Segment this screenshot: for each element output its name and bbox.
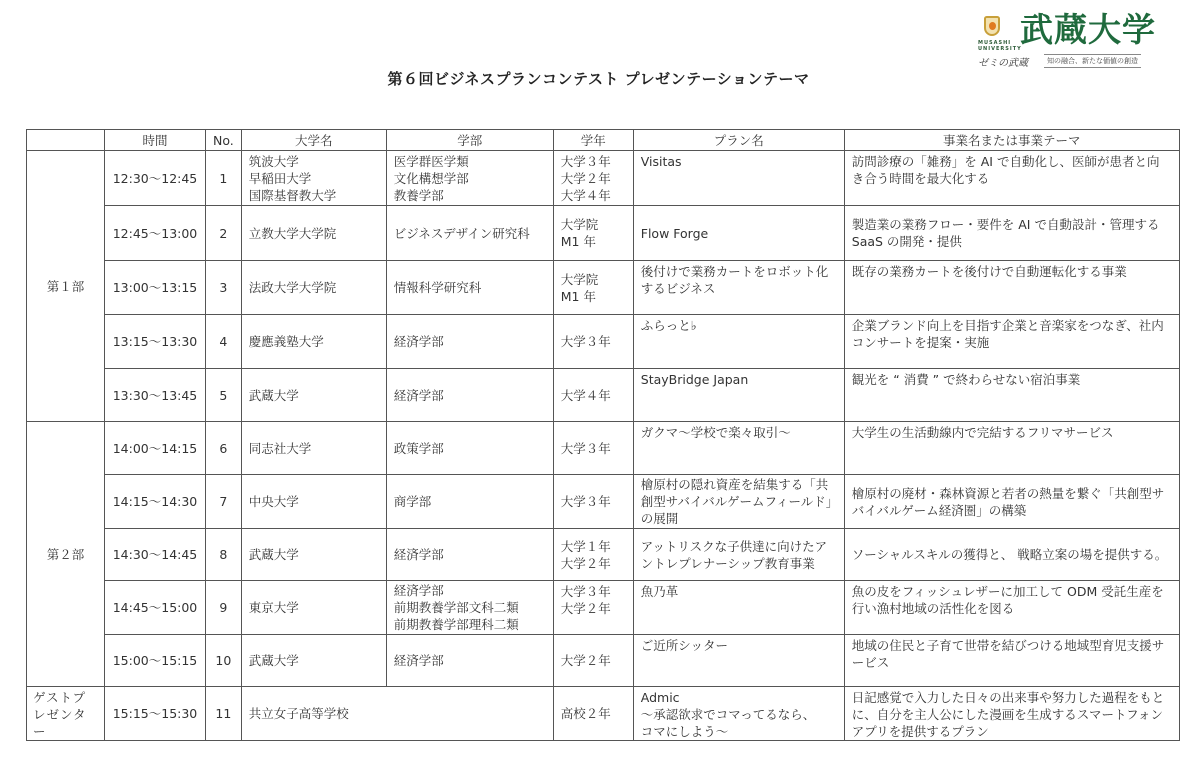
faculty-cell: 情報科学研究科 [386,261,553,315]
university-cell: 立教大学大学院 [241,206,386,261]
year-cell: 大学２年 [553,635,633,687]
university-cell: 筑波大学 早稲田大学 国際基督教大学 [241,151,386,206]
plan-name-cell: ガクマ～学校で楽々取引～ [633,422,844,475]
page-title: 第６回ビジネスプランコンテスト プレゼンテーションテーマ [387,70,810,88]
theme-cell: 企業ブランド向上を目指す企業と音楽家をつなぎ、社内コンサートを提案・実施 [844,315,1179,369]
year-cell: 大学３年 [553,475,633,529]
university-cell: 同志社大学 [241,422,386,475]
theme-cell: 訪問診療の「雑務」を AI で自動化し、医師が患者と向き合う時間を最大化する [844,151,1179,206]
time-cell: 12:30～12:45 [105,151,206,206]
university-cell: 武蔵大学 [241,635,386,687]
time-cell: 12:45～13:00 [105,206,206,261]
no-cell: 5 [206,369,242,422]
university-crest-icon [984,16,1000,36]
table-row [27,315,1180,369]
header-business-theme: 事業名または事業テーマ [844,130,1179,151]
time-cell: 14:15～14:30 [105,475,206,529]
plan-name-cell: ふらっと♭ [633,315,844,369]
faculty-cell: 経済学部 [386,369,553,422]
no-cell: 8 [206,529,242,581]
plan-name-cell: 後付けで業務カートをロボット化するビジネス [633,261,844,315]
time-cell: 14:30～14:45 [105,529,206,581]
header-time: 時間 [105,130,206,151]
theme-cell: 檜原村の廃材・森林資源と若者の熱量を繋ぐ「共創型サバイバルゲーム経済圏」の構築 [844,475,1179,529]
logo-university-name: 武蔵大学 [1020,10,1156,49]
theme-cell: 観光を “ 消費 ” で終わらせない宿泊事業 [844,369,1179,422]
year-cell: 大学３年 [553,315,633,369]
theme-cell: 地域の住民と子育て世帯を結びつける地域型育児支援サービス [844,635,1179,687]
year-cell: 高校２年 [553,687,633,741]
no-cell: 7 [206,475,242,529]
table-row [27,687,1180,741]
faculty-cell: 経済学部 [386,315,553,369]
no-cell: 9 [206,581,242,635]
header-year: 学年 [553,130,633,151]
year-cell: 大学３年 大学２年 [553,581,633,635]
time-cell: 15:15～15:30 [105,687,206,741]
theme-cell: 日記感覚で入力した日々の出来事や努力した過程をもとに、自分を主人公にした漫画を生成するスマートフォンアプリを提供するプラン [844,687,1179,741]
no-cell: 4 [206,315,242,369]
university-cell: 東京大学 [241,581,386,635]
header-no: No. [206,130,242,151]
plan-name-cell: 檜原村の隠れ資産を結集する「共創型サバイバルゲームフィールド」の展開 [633,475,844,529]
time-cell: 14:00～14:15 [105,422,206,475]
table-row [27,529,1180,581]
theme-cell: ソーシャルスキルの獲得と、 戦略立案の場を提供する。 [844,529,1179,581]
header-part [27,130,105,151]
time-cell: 13:15～13:30 [105,315,206,369]
faculty-cell: 政策学部 [386,422,553,475]
plan-name-cell: Admic ～承認欲求でコマってるなら、 コマにしよう～ [633,687,844,741]
year-cell: 大学３年 大学２年 大学４年 [553,151,633,206]
plan-name-cell: ご近所シッター [633,635,844,687]
plan-name-cell: Visitas [633,151,844,206]
table-row [27,422,1180,475]
header-faculty: 学部 [386,130,553,151]
time-cell: 15:00～15:15 [105,635,206,687]
faculty-cell: 経済学部 [386,635,553,687]
time-cell: 13:00～13:15 [105,261,206,315]
time-cell: 13:30～13:45 [105,369,206,422]
year-cell: 大学１年 大学２年 [553,529,633,581]
year-cell: 大学院 M1 年 [553,206,633,261]
university-cell: 慶應義塾大学 [241,315,386,369]
no-cell: 2 [206,206,242,261]
header-plan-name: プラン名 [633,130,844,151]
table-row [27,151,1180,206]
university-cell: 共立女子高等学校 [241,687,553,741]
presentation-schedule-table [26,129,1180,741]
plan-name-cell: Flow Forge [633,206,844,261]
table-row [27,261,1180,315]
faculty-cell: 医学群医学類 文化構想学部 教養学部 [386,151,553,206]
plan-name-cell: 魚乃革 [633,581,844,635]
table-header-row [27,130,1180,151]
table-row [27,581,1180,635]
faculty-cell: 商学部 [386,475,553,529]
year-cell: 大学４年 [553,369,633,422]
university-cell: 武蔵大学 [241,529,386,581]
no-cell: 3 [206,261,242,315]
year-cell: 大学院 M1 年 [553,261,633,315]
university-cell: 武蔵大学 [241,369,386,422]
no-cell: 6 [206,422,242,475]
faculty-cell: 経済学部 前期教養学部文科二類 前期教養学部理科二類 [386,581,553,635]
table-row [27,369,1180,422]
plan-name-cell: アットリスクな子供達に向けたアントレプレナーシップ教育事業 [633,529,844,581]
no-cell: 1 [206,151,242,206]
part-label-guest: ゲストプレゼンター [27,687,105,741]
logo-script-text: ゼミの武蔵 [978,58,1028,69]
theme-cell: 製造業の業務フロー・要件を AI で自動設計・管理する SaaS の開発・提供 [844,206,1179,261]
table-row [27,206,1180,261]
logo-slogan: 知の融合、新たな価値の創造 [1044,54,1141,68]
university-cell: 法政大学大学院 [241,261,386,315]
part-label-1: 第１部 [27,151,105,422]
logo-english-name: MUSASHI UNIVERSITY [978,40,1022,52]
theme-cell: 大学生の生活動線内で完結するフリマサービス [844,422,1179,475]
header-university: 大学名 [241,130,386,151]
time-cell: 14:45～15:00 [105,581,206,635]
musashi-university-logo [978,10,1158,70]
theme-cell: 既存の業務カートを後付けで自動運転化する事業 [844,261,1179,315]
university-cell: 中央大学 [241,475,386,529]
theme-cell: 魚の皮をフィッシュレザーに加工して ODM 受託生産を行い漁村地域の活性化を図る [844,581,1179,635]
no-cell: 10 [206,635,242,687]
year-cell: 大学３年 [553,422,633,475]
plan-name-cell: StayBridge Japan [633,369,844,422]
faculty-cell: 経済学部 [386,529,553,581]
faculty-cell: ビジネスデザイン研究科 [386,206,553,261]
no-cell: 11 [206,687,242,741]
table-row [27,635,1180,687]
table-row [27,475,1180,529]
part-label-2: 第２部 [27,422,105,687]
